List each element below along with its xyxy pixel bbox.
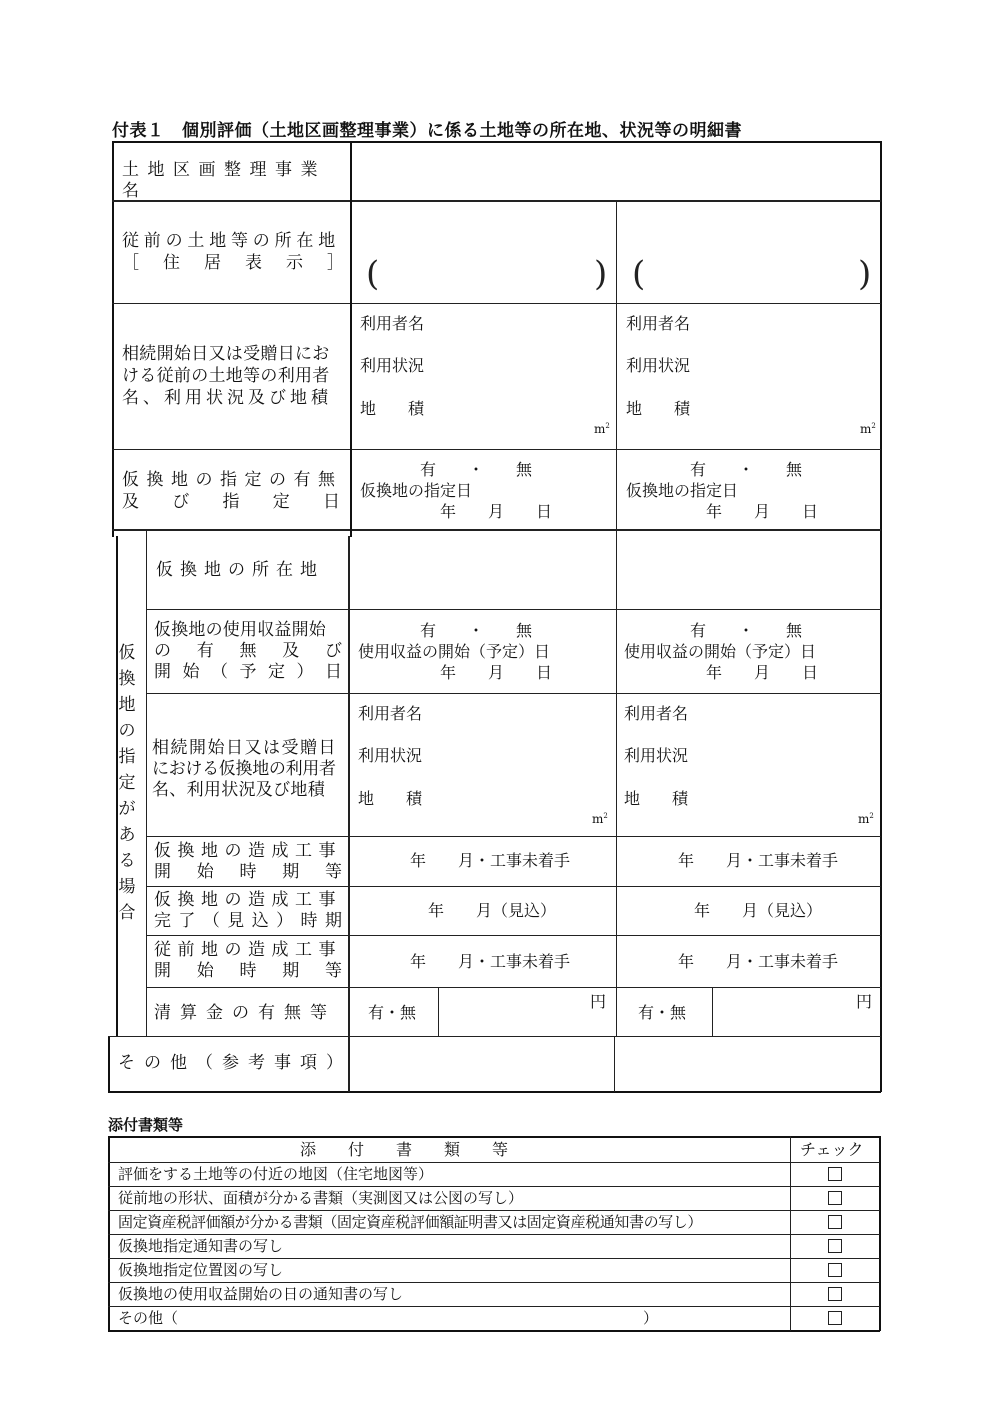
construction-start-field[interactable]: 年 月・工事未着手 [678,851,839,870]
construction-start-field[interactable]: 年 月・工事未着手 [678,952,839,971]
other-notes-field-2[interactable] [618,1040,878,1088]
construction-end-field[interactable]: 年 月（見込） [694,901,823,920]
attachment-row: その他（ ） [118,1309,659,1327]
attachment-row: 仮換地指定位置図の写し [118,1261,284,1279]
designation-date-text: 仮換地の指定日 [626,481,739,500]
form-title: 付表１ 個別評価（土地区画整理事業）に係る土地等の所在地、状況等の明細書 [112,121,742,141]
other-notes-label: その他（参考事項） [118,1053,352,1073]
temp-usage-label-line1: 相続開始日又は受贈日 [152,738,337,758]
attachment-checkbox[interactable] [828,1287,842,1301]
bracket-open-right: ( [632,254,646,294]
user-name-label: 利用者名 [624,704,689,723]
yen-unit: 円 [590,992,607,1011]
attachment-checkbox[interactable] [828,1311,842,1325]
attachments-header-docs: 添 付 書 類 等 [300,1140,509,1159]
user-name-label: 利用者名 [626,314,691,333]
area-label: 地 積 [626,399,691,418]
project-name-label: 土地区画整理事業名 [122,160,326,201]
user-name-label: 利用者名 [360,314,425,333]
yes-no-option[interactable]: 有 ・ 無 [420,621,533,640]
temp-location-field-1[interactable] [352,533,614,607]
temp-const-end-label-line2: 完 了 （ 見 込 ） 時 期 [154,911,342,931]
attachment-row: 仮換地の使用収益開始の日の通知書の写し [118,1285,404,1303]
temp-use-label-line2: の 有 無 及 び [154,641,342,661]
attachment-checkbox[interactable] [828,1263,842,1277]
residence-label: ［ 住 居 表 示 ］ [122,253,344,273]
usage-status-label: 利用状況 [358,746,423,765]
settlement-yes-no[interactable]: 有・無 [638,1003,687,1022]
area-label: 地 積 [358,789,423,808]
bracket-open-left: ( [366,254,380,294]
temp-usage-label-line2: における仮換地の利用者 [152,759,336,779]
settlement-label: 清算金の有無等 [154,1003,336,1023]
temp-const-start-label-line1: 仮換地の造成工事 [154,841,342,861]
sqm-unit: $m^2$ [858,812,874,826]
use-start-date-text: 使用収益の開始（予定）日 [358,642,551,661]
temp-use-label-line1: 仮換地の使用収益開始 [154,620,326,640]
attachments-title: 添付書類等 [108,1116,184,1134]
temp-use-label-line3: 開 始 （ 予 定 ） 日 [154,662,342,682]
other-notes-field-1[interactable] [352,1040,612,1088]
use-start-date-text: 使用収益の開始（予定）日 [624,642,817,661]
usage-status-label: 利用状況 [626,356,691,375]
prior-location-label: 従前の土地等の所在地 [122,231,340,251]
date-field[interactable]: 年 月 日 [440,663,553,682]
attachment-row: 評価をする土地等の付近の地図（住宅地図等） [118,1165,434,1183]
designation-date-label: 及 び 指 定 日 [122,492,340,512]
temp-location-field-2[interactable] [618,533,878,607]
usage-label-line1: 相続開始日又は受贈日にお [122,344,330,364]
date-field[interactable]: 年 月 日 [706,663,819,682]
date-field[interactable]: 年 月 日 [706,502,819,521]
date-field[interactable]: 年 月 日 [440,502,553,521]
usage-status-label: 利用状況 [360,356,425,375]
user-name-label: 利用者名 [358,704,423,723]
attachments-header-check: チェック [800,1140,864,1159]
construction-start-field[interactable]: 年 月・工事未着手 [410,851,571,870]
temp-const-end-label-line1: 仮換地の造成工事 [154,890,342,910]
temp-const-start-label-line2: 開 始 時 期 等 [154,862,342,882]
usage-status-label: 利用状況 [624,746,689,765]
prior-location-field-2[interactable] [646,258,856,294]
yes-no-option[interactable]: 有 ・ 無 [420,460,533,479]
sqm-unit: $m^2$ [860,422,876,436]
attachment-checkbox[interactable] [828,1215,842,1229]
bracket-close-right: ) [858,254,872,294]
bracket-close-left: ) [594,254,608,294]
temp-usage-label-line3: 名、利用状況及び地積 [152,780,325,800]
construction-end-field[interactable]: 年 月（見込） [428,901,557,920]
sqm-unit: $m^2$ [594,422,610,436]
designation-date-text: 仮換地の指定日 [360,481,473,500]
sqm-unit: $m^2$ [592,812,608,826]
yes-no-option[interactable]: 有 ・ 無 [690,621,803,640]
temp-designation-label: 仮換地の指定の有無 [122,470,343,490]
temp-land-case-label: 仮 換 地 の 指 定 が あ る 場 合 [118,643,136,923]
temp-location-label: 仮換地の所在地 [156,560,324,580]
construction-start-field[interactable]: 年 月・工事未着手 [410,952,571,971]
usage-label-line2: ける従前の土地等の利用者 [122,366,330,386]
prior-location-field-1[interactable] [380,258,592,294]
attachment-row: 仮換地指定通知書の写し [118,1237,284,1255]
attachment-row: 固定資産税評価額が分かる書類（固定資産税評価額証明書又は固定資産税通知書の写し） [118,1213,703,1231]
prior-const-start-label-line2: 開 始 時 期 等 [154,961,342,981]
yes-no-option[interactable]: 有 ・ 無 [690,460,803,479]
attachment-checkbox[interactable] [828,1239,842,1253]
area-label: 地 積 [624,789,689,808]
attachment-checkbox[interactable] [828,1167,842,1181]
attachment-row: 従前地の形状、面積が分かる書類（実測図又は公図の写し） [118,1189,524,1207]
prior-const-start-label-line1: 従前地の造成工事 [154,940,342,960]
settlement-amount-field-1[interactable] [442,990,612,1034]
yen-unit: 円 [856,992,873,1011]
attachment-checkbox[interactable] [828,1191,842,1205]
area-label: 地 積 [360,399,425,418]
usage-label-line3: 名、利用状況及び地積 [122,388,332,408]
settlement-yes-no[interactable]: 有・無 [368,1003,417,1022]
settlement-amount-field-2[interactable] [716,990,878,1034]
project-name-field[interactable] [354,145,878,197]
